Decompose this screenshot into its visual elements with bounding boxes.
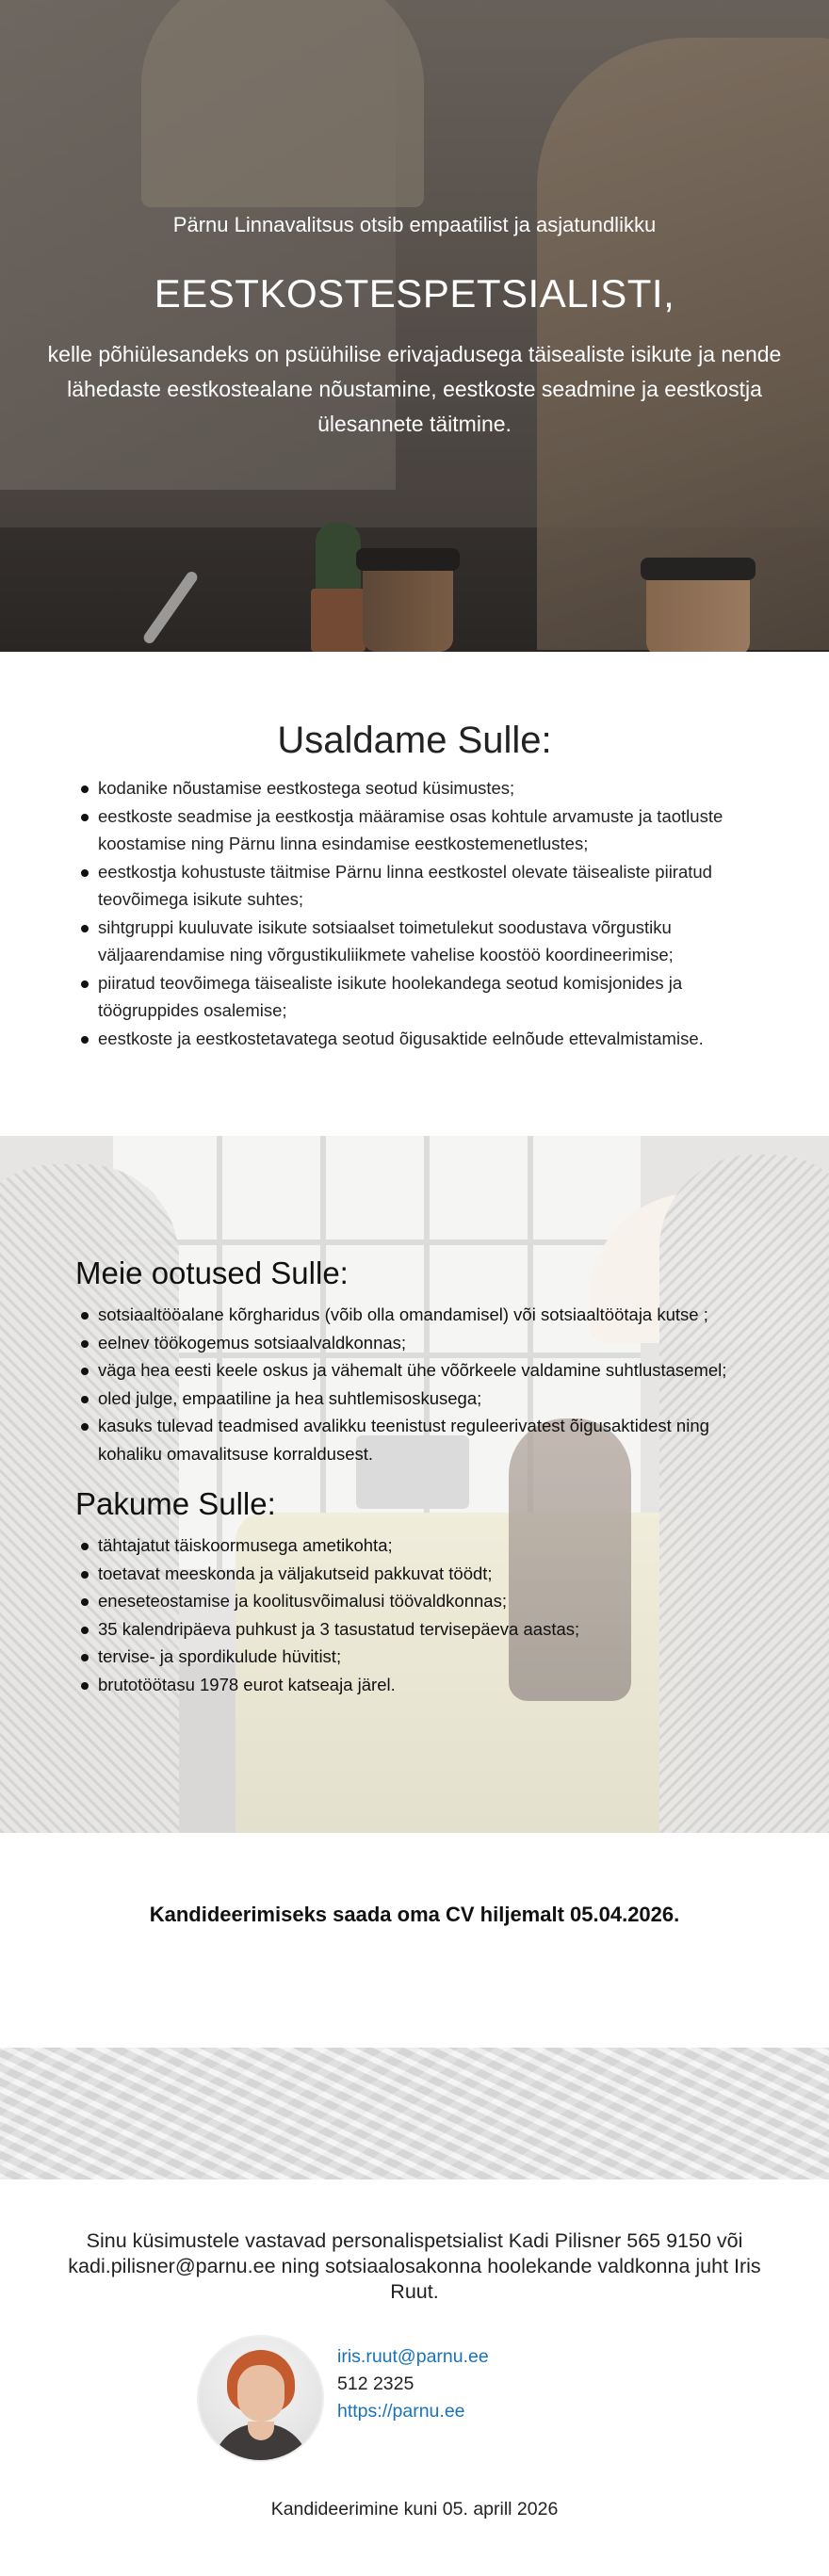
- hero-subtitle: Pärnu Linnavalitsus otsib empaatilist ja asjatundlikku: [172, 213, 657, 236]
- website-link[interactable]: https://parnu.ee: [337, 2401, 465, 2422]
- list-item: toetavat meeskonda ja väljakutseid pakkuvat töödt;: [77, 1560, 774, 1588]
- list-item: piiratud teovõimega täisealiste isikute hoolekandega seotud komisjonides ja töögruppides osalemise;: [77, 969, 765, 1025]
- list-item: eelnev töökogemus sotsiaalvaldkonnas;: [77, 1329, 774, 1357]
- contact-details: [337, 2343, 620, 2425]
- decorative-texture-band: [0, 2048, 829, 2179]
- phone-number: 512 2325: [337, 2373, 414, 2394]
- list-item: oled julge, empaatiline ja hea suhtlemisoskusega;: [77, 1385, 774, 1413]
- trust-list: [77, 774, 765, 1052]
- email-link[interactable]: iris.ruut@parnu.ee: [337, 2346, 489, 2367]
- list-item: sihtgruppi kuuluvate isikute sotsiaalset toimetulekut soodustava võrgustiku väljaarendamise ning võrgustikuliikmete vahelise koostöö koordineerimise;: [77, 914, 765, 969]
- expectations-title: Meie ootused Sulle:: [75, 1256, 349, 1290]
- list-item: brutotöötasu 1978 eurot katseaja järel.: [77, 1671, 774, 1699]
- hero-description: kelle põhiülesandeks on psüühilise erivajadusega täisealiste isikute ja nende lähedaste eestkostealane nõustamine, eestkoste seadmine ja eestkostja ülesannete täitmine.: [47, 342, 782, 436]
- footer-deadline-note: Kandideerimine kuni 05. aprill 2026: [270, 2499, 559, 2519]
- list-item: eestkostja kohustuste täitmise Pärnu linna eestkostel olevate täisealiste piiratud teovõimega isikute suhtes;: [77, 858, 765, 914]
- list-item: kodanike nõustamise eestkostega seotud küsimustes;: [77, 774, 765, 802]
- contact-info-text: Sinu küsimustele vastavad personalispetsialist Kadi Pilisner 565 9150 või kadi.pilisner@parnu.ee ning sotsiaalosakonna hoolekande valdkonna juht Iris Ruut.: [68, 2229, 761, 2303]
- expectations-list: [77, 1301, 774, 1467]
- list-item: tähtajatut täiskoormusega ametikohta;: [77, 1531, 774, 1560]
- hero-banner: [0, 0, 829, 652]
- list-item: eestkoste ja eestkostetavatega seotud õigusaktide eelnõude ettevalmistamise.: [77, 1025, 765, 1053]
- offer-list: [77, 1531, 774, 1698]
- list-item: eneseteostamise ja koolitusvõimalusi töövaldkonnas;: [77, 1587, 774, 1615]
- list-item: sotsiaaltööalane kõrgharidus (võib olla omandamisel) või sotsiaaltöötaja kutse ;: [77, 1301, 774, 1329]
- list-item: tervise- ja spordikulude hüvitist;: [77, 1643, 774, 1671]
- avatar-face: [237, 2365, 284, 2422]
- list-item: väga hea eesti keele oskus ja vähemalt ühe võõrkeele valdamine suhtlustasemel;: [77, 1356, 774, 1385]
- avatar: [199, 2337, 322, 2460]
- offer-title: Pakume Sulle:: [75, 1486, 276, 1521]
- hero-overlay: [0, 0, 829, 652]
- trust-section-title: Usaldame Sulle:: [277, 720, 552, 761]
- hero-title: EESTKOSTESPETSIALISTI,: [154, 271, 675, 316]
- list-item: 35 kalendripäeva puhkust ja 3 tasustatud tervisepäeva aastas;: [77, 1615, 774, 1644]
- list-item: eestkoste seadmise ja eestkostja määramise osas kohtule arvamuste ja taotluste koostamise ning Pärnu linna esindamise eestkostemenetlustes;: [77, 802, 765, 858]
- application-deadline: Kandideerimiseks saada oma CV hiljemalt 05.04.2026.: [149, 1903, 680, 1926]
- list-item: kasuks tulevad teadmised avalikku teenistust reguleerivatest õigusaktidest ning kohaliku omavalitsuse korraldusest.: [77, 1412, 774, 1467]
